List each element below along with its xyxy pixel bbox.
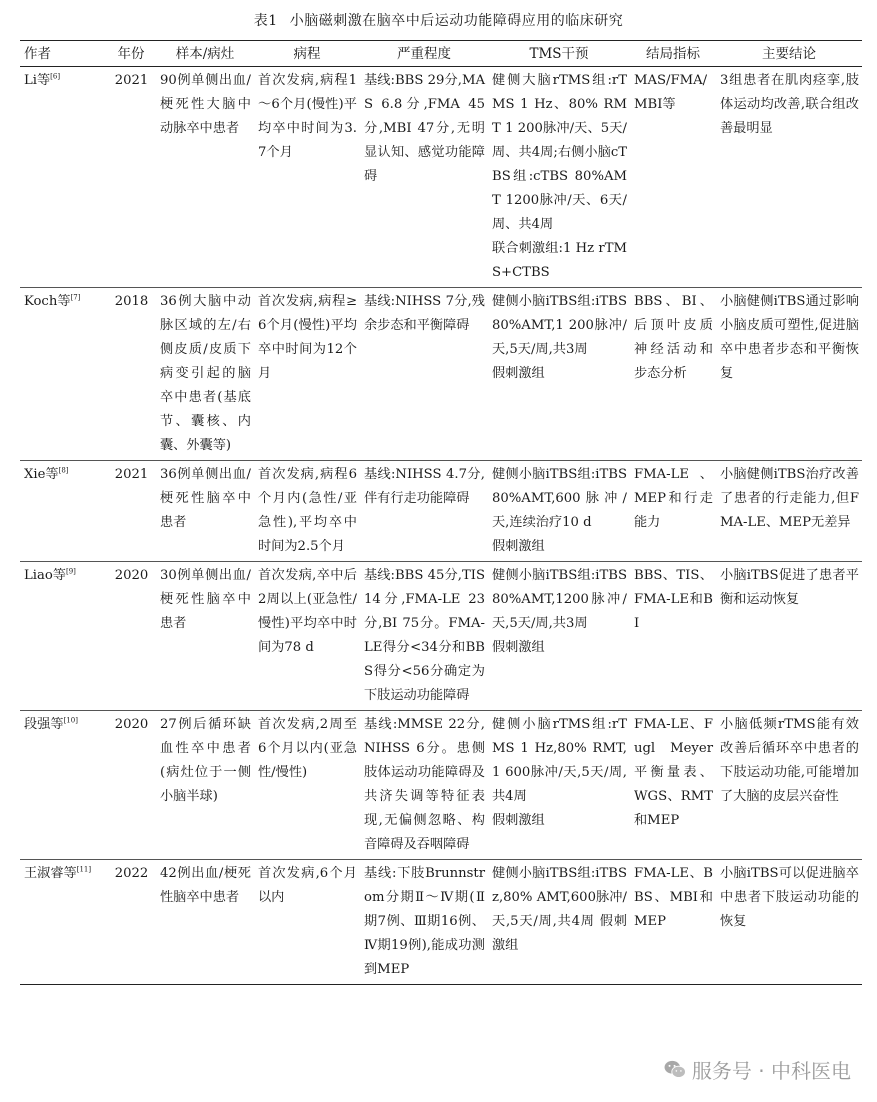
cell-course: 首次发病,6个月以内 [254, 860, 360, 985]
cell-tms: 健侧小脑iTBS组:iTBS 80%AMT,1 200脉冲/天,5天/周,共3周 假刺激组 [488, 288, 630, 461]
cell-conclusion: 小脑iTBS促进了患者平衡和运动恢复 [716, 562, 862, 711]
table-caption [0, 10, 877, 30]
header-year: 年份 [106, 41, 156, 67]
cell-tms: 健侧小脑iTBS组:iTBSz,80% AMT,600脉冲/天,5天/周,共4周 假刺激组 [488, 860, 630, 985]
cell-author: 段强等[10] [20, 711, 106, 860]
cell-conclusion: 小脑iTBS可以促进脑卒中患者下肢运动功能的恢复 [716, 860, 862, 985]
cell-course: 首次发病,2周至6个月以内(亚急性/慢性) [254, 711, 360, 860]
reference-mark: [6] [50, 72, 61, 81]
cell-tms: 健侧小脑iTBS组:iTBS 80%AMT,1200脉冲/天,5天/周,共3周 假刺激组 [488, 562, 630, 711]
reference-mark: [8] [58, 466, 69, 475]
cell-outcome: BBS、BI、后顶叶皮质神经活动和步态分析 [630, 288, 716, 461]
table-row [20, 461, 862, 562]
cell-outcome: FMA-LE、MEP和行走能力 [630, 461, 716, 562]
cell-author: Li等[6] [20, 67, 106, 288]
cell-year: 2022 [106, 860, 156, 985]
table-row [20, 67, 862, 288]
cell-outcome: BBS、TIS、FMA-LE和BI [630, 562, 716, 711]
cell-severity: 基线:BBS 45分,TIS 14分,FMA-LE 23分,BI 75分。FMA-LE得分<34分和BBS得分<56分确定为下肢运动功能障碍 [360, 562, 488, 711]
table-row [20, 562, 862, 711]
cell-year: 2020 [106, 562, 156, 711]
table-row [20, 288, 862, 461]
cell-author: Koch等[7] [20, 288, 106, 461]
table-title: 小脑磁刺激在脑卒中后运动功能障碍应用的临床研究 [289, 13, 624, 29]
cell-year: 2021 [106, 67, 156, 288]
cell-sample: 36例单侧出血/梗死性脑卒中患者 [156, 461, 254, 562]
cell-author: 王淑睿等[11] [20, 860, 106, 985]
cell-sample: 42例出血/梗死性脑卒中患者 [156, 860, 254, 985]
table-header-row [20, 41, 862, 67]
cell-conclusion: 小脑健侧iTBS治疗改善了患者的行走能力,但FMA-LE、MEP无差异 [716, 461, 862, 562]
watermark [664, 1055, 851, 1084]
reference-mark: [7] [70, 293, 81, 302]
header-severity: 严重程度 [360, 41, 488, 67]
clinical-studies-table [20, 40, 862, 985]
cell-year: 2020 [106, 711, 156, 860]
cell-conclusion: 小脑健侧iTBS通过影响小脑皮质可塑性,促进脑卒中患者步态和平衡恢复 [716, 288, 862, 461]
table-row [20, 711, 862, 860]
cell-sample: 36例大脑中动脉区域的左/右侧皮质/皮质下病变引起的脑卒中患者(基底节、囊核、内囊、外囊等) [156, 288, 254, 461]
cell-year: 2018 [106, 288, 156, 461]
reference-mark: [9] [65, 567, 76, 576]
cell-course: 首次发病,病程1～6个月(慢性)平均卒中时间为3.7个月 [254, 67, 360, 288]
header-author: 作者 [20, 41, 106, 67]
table-row [20, 860, 862, 985]
cell-outcome: MAS/FMA/MBI等 [630, 67, 716, 288]
reference-mark: [10] [63, 716, 78, 725]
cell-course: 首次发病,病程≥6个月(慢性)平均卒中时间为12个月 [254, 288, 360, 461]
cell-sample: 30例单侧出血/梗死性脑卒中患者 [156, 562, 254, 711]
wechat-icon [664, 1060, 686, 1080]
header-outcome: 结局指标 [630, 41, 716, 67]
cell-severity: 基线:下肢Brunnstrom分期Ⅱ～Ⅳ期(Ⅱ期7例、Ⅲ期16例、Ⅳ期19例),能成功测到MEP [360, 860, 488, 985]
cell-severity: 基线:BBS 29分,MAS 6.8分,FMA 45分,MBI 47分,无明显认知、感觉功能障碍 [360, 67, 488, 288]
cell-course: 首次发病,卒中后2周以上(亚急性/慢性)平均卒中时间为78 d [254, 562, 360, 711]
header-course: 病程 [254, 41, 360, 67]
cell-course: 首次发病,病程6个月内(急性/亚急性),平均卒中时间为2.5个月 [254, 461, 360, 562]
cell-year: 2021 [106, 461, 156, 562]
cell-outcome: FMA-LE、Fugl Meyer平衡量表、WGS、RMT和MEP [630, 711, 716, 860]
cell-severity: 基线:MMSE 22分,NIHSS 6分。患侧肢体运动功能障碍及共济失调等特征表现,无偏侧忽略、构音障碍及吞咽障碍 [360, 711, 488, 860]
cell-tms: 健侧小脑iTBS组:iTBS 80%AMT,600脉冲/天,连续治疗10 d 假刺激组 [488, 461, 630, 562]
watermark-text: 服务号 · 中科医电 [691, 1059, 851, 1083]
cell-sample: 90例单侧出血/梗死性大脑中动脉卒中患者 [156, 67, 254, 288]
table-label: 表1 [253, 13, 278, 29]
cell-author: Liao等[9] [20, 562, 106, 711]
cell-outcome: FMA-LE、BBS、MBI和MEP [630, 860, 716, 985]
cell-tms: 健侧大脑rTMS组:rTMS 1 Hz、80% RMT 1 200脉冲/天、5天/周、共4周;右侧小脑cTBS组:cTBS 80%AMT 1200脉冲/天、6天/周、共4周 联合刺激组:1 Hz rTMS+CTBS [488, 67, 630, 288]
cell-conclusion: 3组患者在肌肉痉挛,肢体运动均改善,联合组改善最明显 [716, 67, 862, 288]
header-conclusion: 主要结论 [716, 41, 862, 67]
header-tms: TMS干预 [488, 41, 630, 67]
cell-tms: 健侧小脑rTMS组:rTMS 1 Hz,80% RMT,1 600脉冲/天,5天/周,共4周 假刺激组 [488, 711, 630, 860]
cell-conclusion: 小脑低频rTMS能有效改善后循环卒中患者的下肢运动功能,可能增加了大脑的皮层兴奋性 [716, 711, 862, 860]
reference-mark: [11] [76, 865, 92, 874]
cell-severity: 基线:NIHSS 7分,残余步态和平衡障碍 [360, 288, 488, 461]
cell-severity: 基线:NIHSS 4.7分,伴有行走功能障碍 [360, 461, 488, 562]
header-sample: 样本/病灶 [156, 41, 254, 67]
cell-sample: 27例后循环缺血性卒中患者(病灶位于一侧小脑半球) [156, 711, 254, 860]
cell-author: Xie等[8] [20, 461, 106, 562]
